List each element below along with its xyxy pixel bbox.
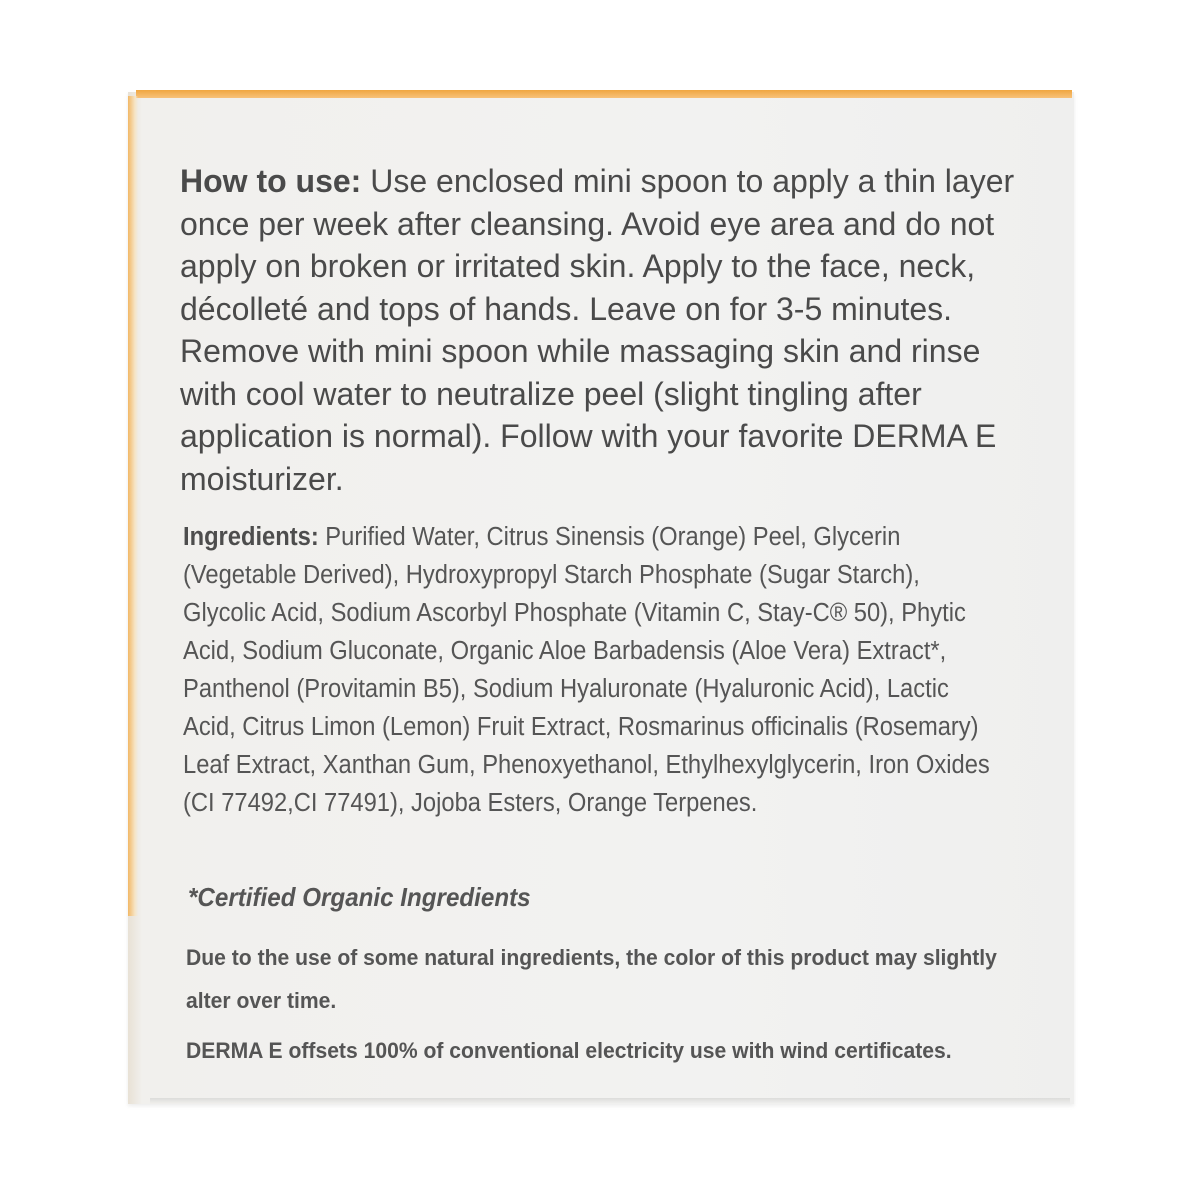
box-top-orange-edge: [136, 90, 1072, 98]
how-to-use-label: How to use:: [180, 163, 362, 199]
wind-certificates-note: DERMA E offsets 100% of conventional electricity use with wind certificates.: [186, 1038, 952, 1063]
ingredients-label: Ingredients:: [183, 523, 319, 551]
ingredients-paragraph: [183, 518, 1001, 822]
ingredients-text: Purified Water, Citrus Sinensis (Orange) Peel, Glycerin (Vegetable Derived), Hydroxypropyl Starch Phosphate (Sugar Starch), Glycolic Acid, Sodium Ascorbyl Phosphate (Vitamin C, Stay-C® 50), Phytic Acid, Sodium Gluconate, Organic Aloe Barbadensis (Aloe Vera) Extract*, Panthenol (Provitamin B5), Sodium Hyaluronate (Hyaluronic Acid), Lactic Acid, Citrus Limon (Lemon) Fruit Extract, Rosmarinus officinalis (Rosemary) Leaf Extract, Xanthan Gum, Phenoxyethanol, Ethylhexylglycerin, Iron Oxides (CI 77492,CI 77491), Jojoba Esters, Orange Terpenes.: [183, 523, 990, 817]
how-to-use-text: Use enclosed mini spoon to apply a thin layer once per week after cleansing. Avoid eye area and do not apply on broken or irritated skin. Apply to the face, neck, décolleté and tops of hands. Leave on for 3-5 minutes. Remove with mini spoon while massaging skin and rinse with cool water to neutralize peel (slight tingling after application is normal). Follow with your favorite DERMA E moisturizer.: [180, 163, 1015, 497]
certified-organic-note: *Certified Organic Ingredients: [188, 882, 531, 912]
how-to-use-paragraph: [180, 160, 1030, 500]
color-variation-note: Due to the use of some natural ingredients, the color of this product may slightly alter over time.: [186, 945, 997, 1013]
box-bottom-shadow: [150, 1098, 1070, 1104]
box-left-orange-edge: [128, 96, 138, 916]
